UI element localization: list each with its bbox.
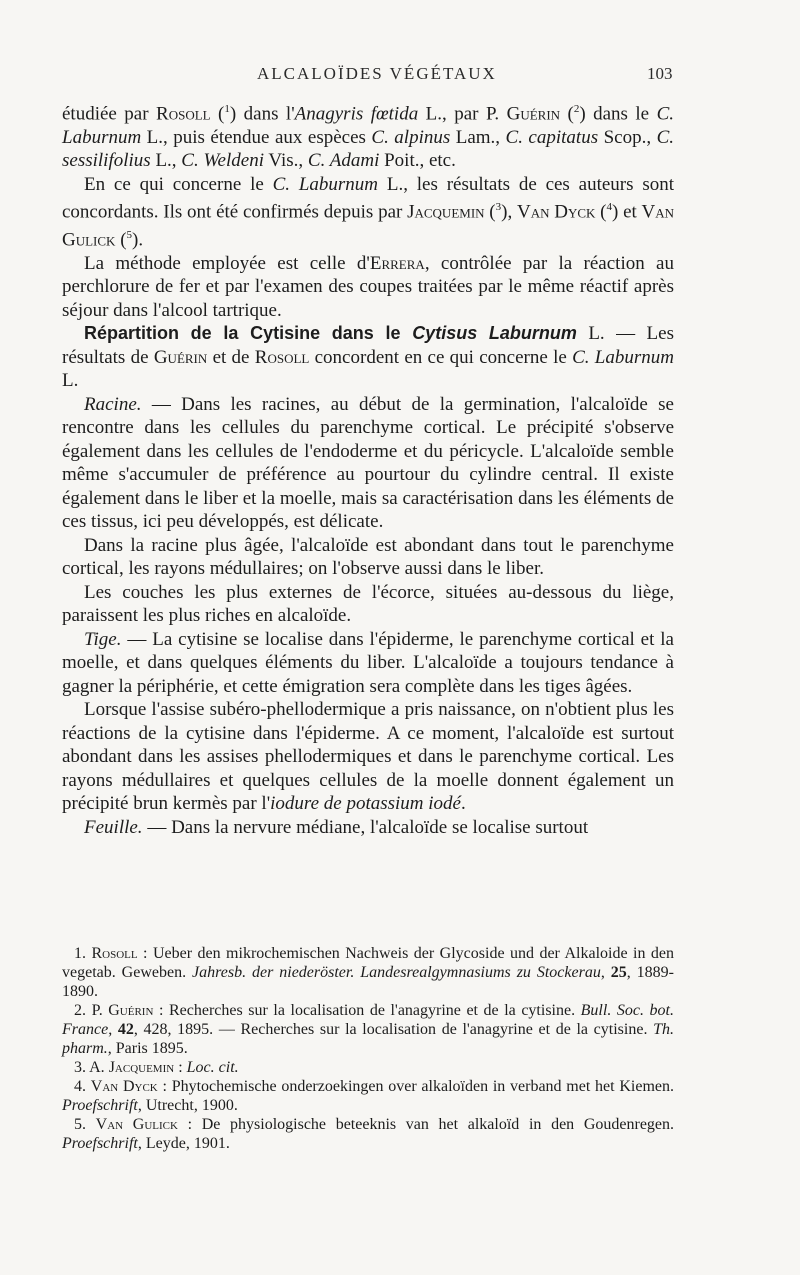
species-name: C. Laburnum [272, 173, 379, 195]
footnote [62, 1001, 674, 1058]
author-name: Guérin [153, 346, 208, 368]
text-run: et de [207, 346, 255, 368]
author-name: Errera [369, 252, 425, 274]
text-run: , [108, 1021, 118, 1038]
journal-title: Proefschrift [62, 1135, 138, 1152]
page-number: 103 [647, 64, 673, 83]
author-name: Rosoll [91, 945, 138, 962]
text-run: : Recherches sur la localisation de l'anagyrine et de la cytisine. [153, 1002, 581, 1019]
subsection-label: Racine. [84, 393, 142, 415]
footnote-number: 5. [74, 1116, 86, 1133]
footnote-ref: 3 [495, 201, 502, 214]
text-run: : Phytochemische onderzoekingen over alkaloïden in verband met het Kiemen. [157, 1078, 675, 1095]
text-run: — Dans la nervure médiane, l'alcaloïde se localise surtout [142, 816, 589, 838]
author-name: Van Dyck [90, 1078, 158, 1095]
text-run: L. — Les résultats de [62, 323, 674, 368]
text-run: En ce qui concerne le [84, 173, 273, 195]
text-run: , Utrecht, 1900. [137, 1097, 238, 1114]
subsection-label: Feuille. [84, 816, 143, 838]
species-name: C. sessilifolius [62, 126, 675, 172]
section-heading: Répartition de la Cytisine dans le [84, 323, 413, 344]
section-heading-species: Cytisus Laburnum [412, 323, 577, 344]
text-run: : [174, 1059, 187, 1076]
volume-number: 42 [117, 1021, 134, 1038]
text-run: , Leyde, 1901. [137, 1135, 230, 1152]
text-run: La méthode employée est celle d' [84, 252, 370, 274]
text-run: ( [115, 229, 127, 251]
footnote-number: 2. [74, 1002, 86, 1019]
text-run: ( [484, 201, 496, 223]
footnote-ref: 1 [224, 103, 230, 115]
paragraph: Les couches les plus externes de l'écorce, situées au-dessous du liège, paraissent les plus riches en alcaloïde. [62, 581, 674, 627]
author-name: Rosoll [254, 346, 310, 368]
footnote-ref: 5 [126, 229, 133, 242]
volume-number: 25 [610, 964, 627, 981]
species-name: C. Weldeni [181, 150, 264, 172]
text-run: ) dans l' [229, 103, 295, 125]
citation-abbrev: Loc. cit. [186, 1059, 239, 1076]
text-run: , [600, 964, 611, 981]
footnote-number: 1. [74, 945, 86, 962]
subsection-label: Tige. [84, 628, 122, 650]
text-run: . [461, 793, 466, 815]
author-name: Guérin [108, 1002, 154, 1019]
reagent-name: iodure de potassium iodé [270, 793, 461, 815]
text-run: ( [210, 103, 225, 125]
paragraph [62, 393, 674, 534]
species-name: C. capitatus [505, 126, 599, 148]
text-run: ) et [612, 201, 642, 223]
author-name: Rosoll [156, 103, 211, 125]
text-run: Lam., [450, 126, 506, 148]
text-run: Scop., [598, 126, 657, 148]
text-run: , 1889-1890. [62, 964, 674, 1000]
footnote [62, 1115, 674, 1153]
species-name: C. Laburnum [572, 346, 674, 368]
author-name: Jacquemin [108, 1059, 175, 1076]
paragraph [62, 628, 674, 699]
journal-title: Jahresb. der niederöster. Landesrealgymnasiums zu Stockerau [192, 964, 601, 981]
text-run: : De physiologische beteeknis van het alkaloïd in den Goudenregen. [177, 1116, 675, 1133]
journal-title: Bull. Soc. bot. France [62, 1002, 674, 1038]
text-run: concordent en ce qui concerne le [309, 346, 573, 368]
text-run: L., par P. [418, 103, 507, 125]
paragraph [62, 698, 674, 816]
text-run: ( [595, 201, 607, 223]
text-run: L., [150, 150, 182, 172]
text-run: Poit., etc. [379, 150, 456, 172]
text-run: , contrôlée par la réaction au perchlorure de fer et par l'examen des coupes traitées par le même réactif après séjour dans l'alcool tartrique. [62, 252, 674, 321]
author-name: Van Dyck [516, 201, 596, 223]
main-text [62, 98, 674, 839]
paragraph [62, 173, 674, 252]
text-run: ( [560, 103, 574, 125]
paragraph [62, 98, 674, 173]
text-run: Vis., [263, 150, 308, 172]
author-name: Van Gulick [95, 1116, 178, 1133]
author-name: Jacquemin [407, 201, 485, 223]
journal-title: Th. pharm. [62, 1021, 675, 1057]
text-run: , Paris 1895. [107, 1040, 188, 1057]
footnote-ref: 4 [606, 201, 612, 214]
footnotes [62, 944, 674, 1153]
text-run: — Dans les racines, au début de la germination, l'alcaloïde se rencontre dans les cellules du parenchyme cortical. Le précipité s'observe également dans les cellules de l'endoderme et du péricycle. L'alcaloïde semble même s'accumuler de préférence au pourtour du cylindre central. Il existe également dans le liber et la moelle, mais sa caractérisation dans les éléments de ces tissus, ici peu développés, est délicate. [62, 393, 674, 533]
text-run: P. [91, 1002, 109, 1019]
text-run: L., puis étendue aux espèces [141, 126, 372, 148]
footnote-ref: 2 [573, 103, 580, 115]
footnote [62, 944, 674, 1001]
text-run: ), [501, 201, 517, 223]
text-run: Lorsque l'assise subéro-phellodermique a pris naissance, on n'obtient plus les réactions de la cytisine dans l'épiderme. A ce moment, l'alcaloïde est surtout abondant dans les assises phellodermiques et dans le parenchyme cortical. Les rayons médullaires et quelques cellules de la moelle donnent également un précipité brun kermès par l' [62, 699, 674, 815]
footnote [62, 1058, 674, 1077]
text-run: — La cytisine se localise dans l'épiderme, le parenchyme cortical et la moelle, et dans quelques éléments du liber. L'alcaloïde a toujours tendance à gagner la périphérie, et cette émigration sera complète dans les tiges âgées. [62, 628, 674, 697]
text-run: : Ueber den mikrochemischen Nachweis der Glycoside und der Alkaloide in den vegetab. Geweben. [62, 945, 675, 981]
species-name: Anagyris fœtida [294, 103, 419, 125]
species-name: C. Adami [307, 150, 380, 172]
species-name: C. alpinus [371, 126, 451, 148]
journal-title: Proefschrift [62, 1097, 138, 1114]
text-run: , 428, 1895. — Recherches sur la localisation de l'anagyrine et de la cytisine. [133, 1021, 654, 1038]
text-run: A. [89, 1059, 109, 1076]
text-run: ). [132, 229, 144, 251]
section-paragraph [62, 322, 674, 393]
paragraph [62, 816, 674, 840]
footnote-number: 4. [74, 1078, 86, 1095]
text-run: L. [62, 370, 79, 392]
species-name: C. Laburnum [62, 103, 675, 148]
paragraph: Dans la racine plus âgée, l'alcaloïde est abondant dans tout le parenchyme cortical, les rayons médullaires; on l'observe aussi dans le liber. [62, 534, 674, 580]
paragraph [62, 252, 674, 323]
text-run: étudiée par [62, 103, 157, 125]
running-title: ALCALOÏDES VÉGÉTAUX [257, 64, 497, 83]
author-name: Van Gulick [62, 201, 675, 251]
text-run: L., les résultats de ces auteurs sont concordants. Ils ont été confirmés depuis par [62, 173, 674, 223]
author-name: Guérin [506, 103, 561, 125]
text-run: ) dans le [579, 103, 657, 125]
footnote-number: 3. [74, 1059, 86, 1076]
footnote [62, 1077, 674, 1115]
